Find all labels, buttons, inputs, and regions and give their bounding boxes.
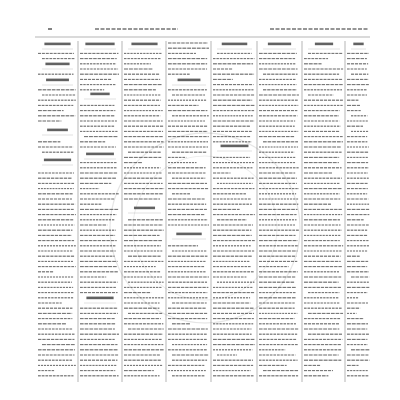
watermark-seal (110, 133, 300, 323)
column-5-heading-2-strokes (221, 145, 249, 148)
column-2-heading-1-strokes (85, 43, 114, 46)
column-4-heading-1-strokes (178, 79, 201, 82)
column-3-heading-2-strokes (134, 207, 155, 210)
column-2-heading-3-strokes (86, 153, 114, 156)
column-5-heading-1-strokes (222, 43, 248, 46)
column-1-heading-5-strokes (44, 159, 71, 162)
column-2-heading-4-strokes (86, 297, 113, 300)
watermark-seal-inner (133, 156, 277, 300)
column-1-heading-3-strokes (46, 79, 69, 82)
column-1-heading-2-strokes (45, 63, 69, 66)
column-1-heading-1-strokes (44, 43, 70, 46)
column-4-heading-2-strokes (176, 233, 201, 236)
column-2-heading-2-strokes (90, 93, 109, 96)
column-1-heading-4-strokes (47, 129, 68, 132)
column-7-heading-1-strokes (315, 43, 333, 46)
column-3-heading-1-strokes (131, 43, 157, 46)
column-8-heading-1-strokes (353, 43, 363, 46)
column-6-heading-1-strokes (268, 43, 291, 46)
